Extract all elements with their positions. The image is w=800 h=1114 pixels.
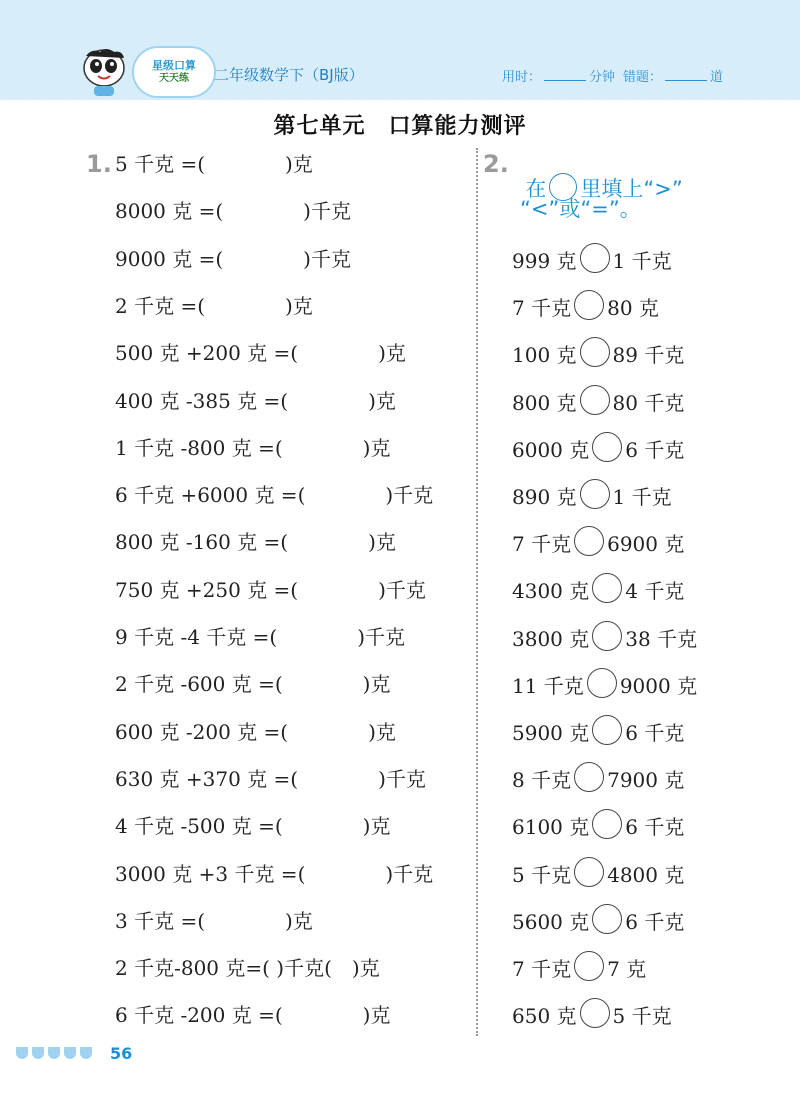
q2-item [512, 907, 684, 937]
q1-item[interactable]: 800 克 -160 克 =( )克 [115, 530, 396, 555]
q2-item-left: 890 克 [512, 485, 577, 509]
q2-item-right: 6 千克 [625, 815, 685, 840]
q2-item-left: 5900 克 [512, 721, 590, 745]
q2-item [512, 435, 684, 465]
answer-circle[interactable] [580, 479, 610, 509]
answer-circle[interactable] [592, 432, 622, 462]
answer-circle[interactable] [592, 573, 622, 603]
q2-item [512, 246, 672, 276]
q2-item-left: 650 克 [512, 1004, 577, 1029]
answer-circle[interactable] [574, 526, 604, 556]
q2-item-right: 6900 克 [607, 532, 685, 557]
column-divider [476, 148, 478, 1036]
answer-circle[interactable] [592, 715, 622, 745]
answer-circle[interactable] [574, 857, 604, 887]
q2-item-right: 5 千克 [612, 1004, 672, 1029]
answer-circle[interactable] [580, 337, 610, 367]
error-unit: 道 [710, 70, 724, 85]
page-number: 56 [110, 1044, 133, 1063]
time-error-record [502, 66, 723, 85]
mascot-icon [78, 46, 130, 98]
q2-item [512, 293, 659, 323]
answer-circle[interactable] [580, 998, 610, 1028]
answer-circle[interactable] [592, 621, 622, 651]
q1-item[interactable]: 2 千克-800 克=( )千克( )克 [115, 956, 380, 981]
q2-instruction-line1 [512, 150, 683, 202]
answer-circle[interactable] [574, 290, 604, 320]
q2-item-left: 7 千克 [512, 296, 572, 321]
q2-item [512, 388, 684, 418]
q2-item-right: 7900 克 [607, 768, 685, 793]
q1-item[interactable]: 2 千克 -600 克 =( )克 [115, 672, 391, 697]
answer-circle[interactable] [587, 668, 617, 698]
error-label: 错题： [623, 70, 663, 85]
answer-circle[interactable] [580, 243, 610, 273]
q1-item[interactable]: 750 克 +250 克 =( )千克 [115, 577, 426, 602]
q1-item[interactable]: 600 克 -200 克 =( )克 [115, 719, 396, 744]
answer-circle[interactable] [580, 385, 610, 415]
q1-item[interactable]: 400 克 -385 克 =( )克 [115, 388, 396, 413]
q1-item[interactable]: 9000 克 =( )千克 [115, 246, 351, 271]
q1-item[interactable]: 8000 克 =( )千克 [115, 199, 351, 224]
q2-item-left: 7 千克 [512, 532, 572, 557]
error-blank[interactable] [665, 80, 707, 81]
q2-item-right: 80 克 [607, 296, 659, 321]
q2-item-left: 5600 克 [512, 909, 590, 934]
q2-item [512, 576, 684, 606]
q2-item-left: 5 千克 [512, 862, 572, 887]
q1-item[interactable]: 630 克 +370 克 =( )千克 [115, 766, 426, 791]
book-title: 二年级数学下（BJ版） [214, 66, 364, 84]
q2-number: 2. [483, 150, 509, 178]
q1-item[interactable]: 5 千克 =( )克 [115, 152, 313, 176]
q2-item-right: 1 千克 [612, 249, 672, 273]
logo-line1: 星级口算 [152, 59, 196, 73]
q2-item-left: 7 千克 [512, 957, 572, 981]
q2-item-left: 6000 克 [512, 437, 590, 462]
q1-item[interactable]: 3 千克 =( )克 [115, 908, 313, 933]
q2-item [512, 1001, 672, 1031]
q2-item [512, 718, 684, 748]
q1-item[interactable]: 6 千克 +6000 克 =( )千克 [115, 483, 434, 508]
q2-item-left: 4300 克 [512, 579, 590, 604]
q2-item-left: 11 千克 [512, 673, 584, 698]
q1-item[interactable]: 6 千克 -200 克 =( )克 [115, 1003, 391, 1028]
q2-item-right: 6 千克 [625, 721, 685, 745]
q2-item [512, 671, 697, 701]
q2-item [512, 624, 697, 654]
q1-number: 1. [86, 150, 112, 178]
logo-line2: 天天练 [159, 72, 189, 84]
q2-item-right: 9000 克 [619, 673, 698, 698]
q2-item-right: 4 千克 [625, 579, 685, 604]
answer-circle[interactable] [592, 904, 622, 934]
q2-instr-prefix: 在 [525, 177, 547, 201]
q1-item[interactable]: 4 千克 -500 克 =( )克 [115, 814, 391, 839]
time-label: 用时： [502, 70, 542, 85]
q2-item-left: 3800 克 [512, 626, 590, 651]
q2-item-left: 800 克 [512, 390, 577, 415]
q1-item[interactable]: 1 千克 -800 克 =( )克 [115, 435, 391, 460]
unit-title: 第七单元 口算能力测评 [273, 114, 527, 139]
footer-decoration [16, 1047, 92, 1059]
answer-circle[interactable] [574, 951, 604, 981]
q2-item [512, 860, 684, 890]
q2-item [512, 812, 684, 842]
q2-item [512, 954, 646, 984]
minute-label: 分钟 [589, 70, 616, 85]
q2-item [512, 529, 684, 559]
q2-item [512, 765, 684, 795]
q2-item-right: 80 千克 [612, 390, 685, 415]
q2-item-left: 999 克 [512, 249, 577, 273]
q1-item[interactable]: 9 千克 -4 千克 =( )千克 [115, 625, 405, 649]
q2-item-right: 6 千克 [625, 909, 685, 934]
q2-item-right: 6 千克 [625, 437, 685, 462]
q2-item [512, 340, 684, 370]
q2-item-left: 8 千克 [512, 768, 572, 793]
q2-item-right: 38 千克 [625, 626, 698, 651]
q2-item-right: 1 千克 [612, 485, 672, 509]
answer-circle[interactable] [574, 762, 604, 792]
answer-circle[interactable] [592, 809, 622, 839]
q2-item-right: 89 千克 [612, 343, 685, 368]
q1-item[interactable]: 500 克 +200 克 =( )克 [115, 341, 406, 366]
q2-instr-suffix: 里填上“>” [580, 177, 683, 201]
q2-item-left: 6100 克 [512, 815, 590, 840]
q2-item-right: 7 克 [607, 957, 647, 981]
q2-item [512, 482, 672, 512]
series-logo [132, 46, 216, 98]
q2-item-right: 4800 克 [607, 862, 685, 887]
q2-item-left: 100 克 [512, 343, 577, 368]
q1-item[interactable]: 2 千克 =( )克 [115, 293, 313, 318]
q1-item[interactable]: 3000 克 +3 千克 =( )千克 [115, 861, 434, 886]
time-blank[interactable] [544, 80, 586, 81]
q2-instruction-line2: “<”或“=”。 [520, 197, 641, 221]
